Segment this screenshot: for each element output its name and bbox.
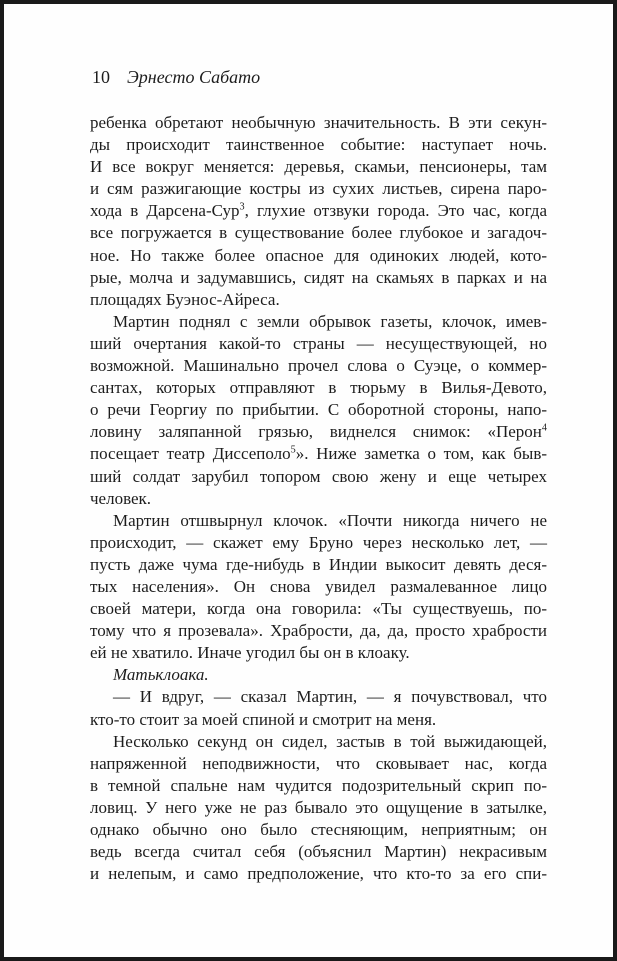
text-line: и сям разжигающие костры из сухих листьев, сирена паро- <box>90 179 547 199</box>
paragraph <box>90 664 547 686</box>
page-number: 10 <box>92 67 110 87</box>
text-line: тых населения». Он снова увидел размалеванное лицо <box>90 576 547 596</box>
paragraph <box>90 731 547 886</box>
text-line: ды происходит таинственное событие: наступает ночь. <box>90 135 547 155</box>
page-text <box>90 112 547 885</box>
text-line: ей не хватило. Иначе угодил бы он в клоаку. <box>90 643 410 663</box>
text-line: площадях Буэнос-Айреса. <box>90 289 280 309</box>
text-line: И все вокруг меняется: деревья, скамьи, пенсионеры, там <box>90 157 547 177</box>
text-line: Матьклоака. <box>113 665 209 685</box>
paragraph <box>90 686 547 730</box>
text-line: пусть даже чума где-нибудь в Индии выкосит девять деся- <box>90 554 547 574</box>
text-line: происходит, — скажет ему Бруно через несколько лет, — <box>90 532 547 552</box>
text-line: ловиц. У него уже не раз бывало это ощущение в затылке, <box>90 797 547 817</box>
text-line: ное. Но также более опасное для одиноких людей, кото- <box>90 245 547 265</box>
text-line: ший очертания какой-то страны — несуществующей, но <box>90 333 547 353</box>
running-head <box>92 66 549 88</box>
footnote-marker: 4 <box>541 422 547 434</box>
text-line: все погружается в существование более глубокое и загадоч- <box>90 223 547 243</box>
text-line: человек. <box>90 488 152 508</box>
text-line: — И вдруг, — сказал Мартин, — я почувствовал, что <box>113 687 547 707</box>
text-line: Несколько секунд он сидел, застыв в той выжидающей, <box>113 731 547 751</box>
text-line: ший солдат зарубил топором свою жену и еще четырех <box>90 466 547 486</box>
paragraph <box>90 311 547 510</box>
text-line: рые, молча и задумавшись, сидят на скамьях в парках и на <box>90 267 547 287</box>
text-line: о речи Георгиу по прибытии. С оборотной стороны, напо- <box>90 400 547 420</box>
text-line: в темной спальне нам чудится подозрительный скрип по- <box>90 775 547 795</box>
text-line: однако обычно оно было стесняющим, неприятным; он <box>90 820 547 839</box>
text-line: хода в Дарсена-Сур$^3$, глухие отзвуки города. Это час, когда <box>90 201 547 221</box>
footnote-marker: 5 <box>290 444 296 456</box>
text-line: сантах, которых отправляют в тюрьму в Вилья-Девото, <box>90 378 547 398</box>
paragraph <box>90 510 547 665</box>
text-line: кто-то стоит за моей спиной и смотрит на меня. <box>90 709 437 729</box>
text-line: напряженной неподвижности, что сковывает нас, когда <box>90 753 547 773</box>
author-name: Эрнесто Сабато <box>127 67 261 87</box>
text-line: тому что я прозевала». Храбрости, да, да, просто храбрости <box>90 621 547 641</box>
text-line: Мартин отшвырнул клочок. «Почти никогда ничего не <box>113 510 547 530</box>
paragraph <box>90 112 547 311</box>
footnote-marker: 3 <box>239 201 245 213</box>
text-line: ребенка обретают необычную значительность. В эти секун- <box>90 113 547 132</box>
text-line: и нелепым, и само предположение, что кто-то за его спи- <box>90 864 547 884</box>
text-line: посещает театр Диссеполо$^5$». Ниже заметка о том, как быв- <box>90 444 548 464</box>
text-line: ловину заляпанной грязью, виднелся снимок: «Перон$^4$ <box>90 422 547 442</box>
text-line: своей матери, когда она говорила: «Ты существуешь, по- <box>90 599 547 619</box>
text-line: Мартин поднял с земли обрывок газеты, клочок, имев- <box>113 311 547 331</box>
text-line: ведь всегда считал себя (объяснил Мартин) некрасивым <box>90 842 547 862</box>
text-line: возможной. Машинально прочел слова о Суэце, о коммер- <box>90 356 547 376</box>
